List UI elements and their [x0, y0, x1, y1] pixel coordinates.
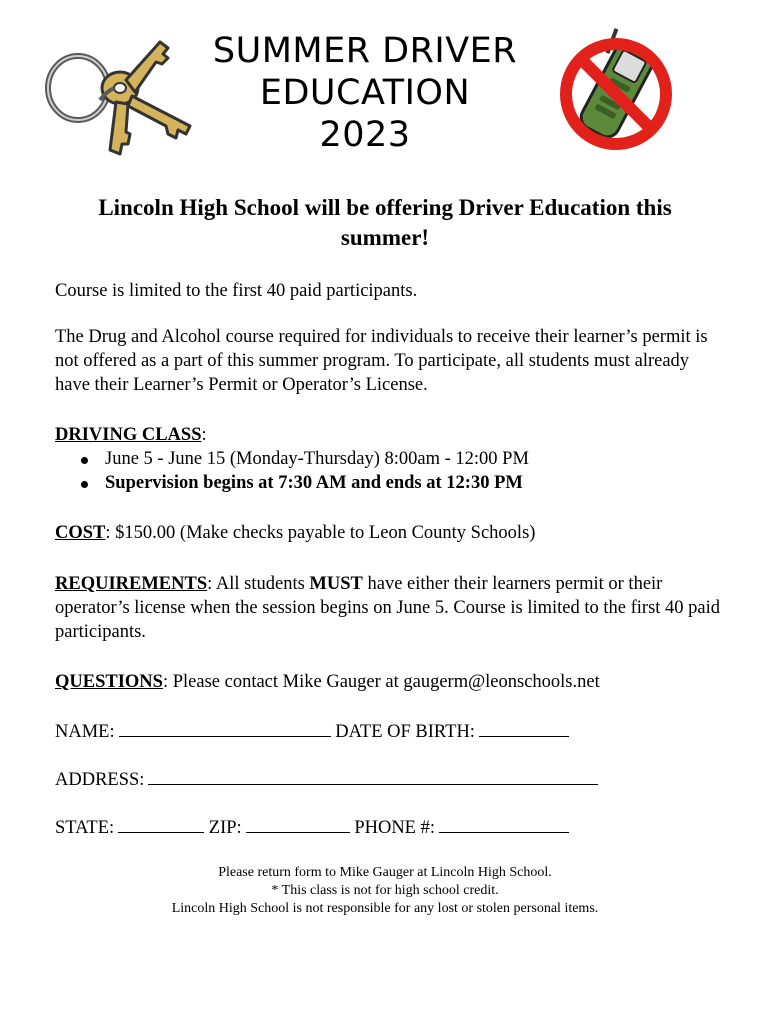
cost-section [55, 521, 725, 545]
state-label: STATE: [55, 818, 115, 838]
title-line-2: EDUCATION [259, 73, 471, 113]
state-field[interactable] [118, 814, 204, 833]
zip-label: ZIP: [208, 818, 242, 838]
cost-label: COST [55, 523, 106, 543]
requirements-text-a: : All students [207, 574, 310, 594]
dob-label: DATE OF BIRTH: [335, 722, 475, 742]
phone-label: PHONE #: [354, 818, 435, 838]
footer-line-2: * This class is not for high school credit. [271, 883, 499, 898]
must-emphasis: MUST [309, 574, 363, 594]
title-line-3: 2023 [319, 115, 411, 155]
footer-line-3: Lincoln High School is not responsible for any lost or stolen personal items. [171, 901, 599, 916]
address-field[interactable] [148, 766, 598, 785]
list-item: June 5 - June 15 (Monday-Thursday) 8:00am - 12:00 PM [105, 447, 725, 471]
list-item: Supervision begins at 7:30 AM and ends at 12:30 PM [105, 471, 725, 495]
questions-section [55, 670, 725, 694]
address-label: ADDRESS: [55, 770, 145, 790]
requirements-text-b: have either their learners permit or their operator’s license when the session begins on June 5. Course is limited to the first 40 paid participants. [55, 574, 721, 642]
name-field[interactable] [119, 718, 331, 737]
name-label: NAME: [55, 722, 115, 742]
footer-notes [55, 864, 715, 918]
page-title [200, 30, 530, 156]
course-limit-text: Course is limited to the first 40 paid participants. [55, 281, 418, 301]
requirements-section [55, 572, 725, 644]
questions-text: : Please contact Mike Gauger at gaugerm@leonschools.net [162, 672, 600, 692]
driving-class-colon: : [201, 425, 207, 445]
phone-field[interactable] [439, 814, 569, 833]
no-cellphone-icon [558, 22, 678, 150]
name-dob-row [55, 718, 725, 744]
headline: Lincoln High School will be offering Driver Education this summer! [98, 195, 672, 250]
driving-class-list [55, 447, 725, 495]
driving-class-section [55, 423, 725, 495]
cost-text: : $150.00 (Make checks payable to Leon County Schools) [105, 523, 536, 543]
drug-alcohol-paragraph: The Drug and Alcohol course required for individuals to receive their learner’s permit is not offered as a part of this summer program. To participate, all students must already have their Learner’s Permit or Operator’s License. [55, 327, 708, 395]
requirements-label: REQUIREMENTS [55, 574, 208, 594]
zip-field[interactable] [246, 814, 350, 833]
dob-field[interactable] [479, 718, 569, 737]
keys-icon [40, 30, 200, 160]
state-zip-phone-row [55, 814, 725, 840]
title-line-1: SUMMER DRIVER [212, 31, 518, 71]
driving-class-label: DRIVING CLASS [55, 425, 202, 445]
address-row [55, 766, 725, 792]
footer-line-1: Please return form to Mike Gauger at Lincoln High School. [218, 865, 552, 880]
questions-label: QUESTIONS [55, 672, 163, 692]
